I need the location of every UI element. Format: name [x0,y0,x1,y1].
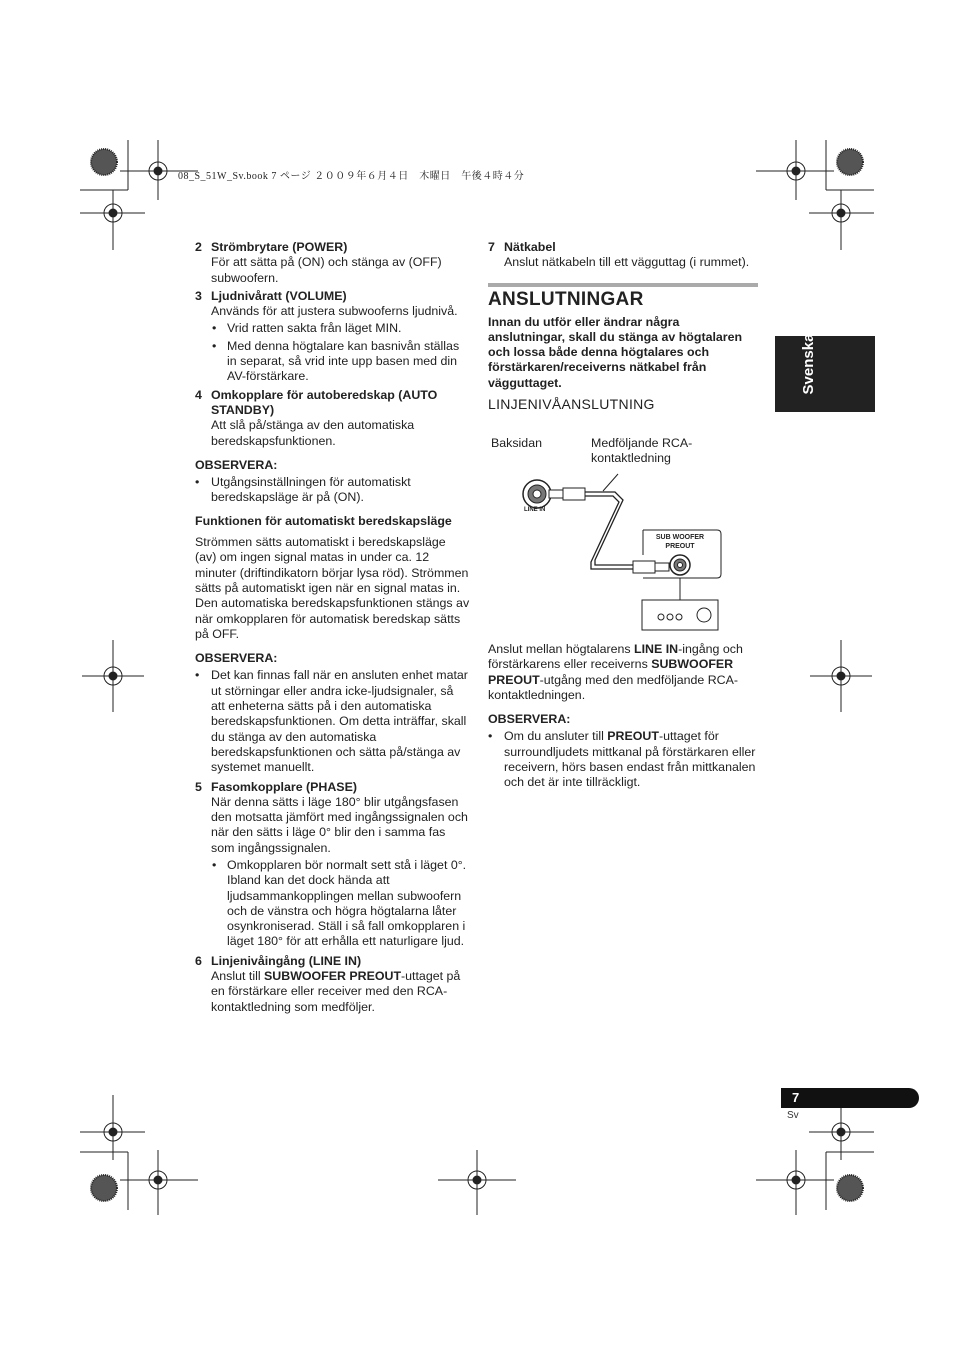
section-divider [488,283,758,287]
jack-label-line: SUB WOOFER [655,534,705,541]
section-title: ANSLUTNINGAR [488,288,644,310]
bullet-item: • Det kan finnas fall när en ansluten enhet matar ut störningar eller andra icke-ljudsignaler, så att enheterna sätts på i den automatiska beredskapsfunktionen. Om detta inträffar, skall du stänga av den automatiska beredskapsfunktionen och sätta på/stänga av systemet manuellt. [195,668,468,775]
connect-paragraph [488,642,758,703]
item-phase [195,780,470,950]
item-body [195,969,470,1015]
note-label: OBSERVERA: [195,457,278,472]
label-cable: Medföljande RCA-kontaktledning [591,436,693,466]
bullet-item: • Med denna högtalare kan basnivån ställas in separat, så vrid inte upp basen med din AV-förstärkare. [212,338,460,384]
item-title: Nätkabel [504,240,556,254]
jack-label-line: PREOUT [665,543,695,550]
bullet-item: • Utgångsinställningen för automatiskt beredskapsläge är på (ON). [195,475,411,505]
text: Anslut mellan högtalarens [488,642,635,656]
subsection-title: LINJENIVÅANSLUTNING [488,396,655,413]
item-title: Omkopplare för autoberedskap (AUTO STANDBY) [211,387,438,417]
item-body: För att sätta på (ON) och stänga av (OFF) subwoofern. [211,255,442,285]
language-tab-label: Svenska [800,333,817,395]
text: Om du ansluter till [504,729,608,744]
bullet-text: Omkopplaren bör normalt sett stå i läget 0°. [227,857,467,872]
note-label: OBSERVERA: [195,651,278,666]
item-title: Strömbrytare (POWER) [211,240,348,254]
subheading: Funktionen för automatiskt beredskapsläge [195,513,452,528]
label-back: Baksidan [491,436,542,450]
language-tab [775,333,875,412]
text: Anslut till [211,969,265,984]
bold-text: PREOUT [607,729,659,744]
bullet-item: • Om du ansluter till PREOUT-uttaget för surroundljudets mittkanal på förstärkaren eller receivern, hörs basen endast från mittkanalen och det är inte tillräckligt. [488,729,756,790]
lead-paragraph: Innan du utför eller ändrar några anslutningar, skall du stänga av högtalaren och lossa både denna högtalares och förstärkaren/receiverns nätkabel från vägguttaget. [488,314,743,390]
item-body: Anslut nätkabeln till ett vägguttag (i rummet). [504,255,750,270]
paragraph: Strömmen sätts automatiskt i beredskapsläge (av) om ingen signal matas in under ca. 12 minuter (driftindikatorn börjar lysa röd). Strömmen sätts på automatiskt igen när en signal matas in. Den automatiska beredskapsfunktionen stängs av när omkopplaren för automatisk beredskap sätts på OFF. [195,535,470,641]
right-lower [488,642,758,791]
bold-text: SUBWOOFER PREOUT [488,657,734,687]
bullet-text: Det kan finnas fall när en ansluten enhet matar ut störningar eller andra icke-ljudsignaler, så att enheterna sätts på i den automatiska beredskapsfunktionen. Om detta inträffar, skall du stänga av den automatiska beredskapsfunktionen och sätta på/stänga av systemet manuellt. [211,668,468,775]
text: -uttaget på en förstärkare eller receiver med den RCA-kontaktledning som medföljer. [211,969,461,1014]
bullet-item: • Omkopplaren bör normalt sett stå i läget 0°. [212,857,467,872]
page-number: 7 [792,1090,800,1105]
text: -utgång med den medföljande RCA-kontaktledningen. [488,672,739,702]
bullet-text: Vrid ratten sakta från läget MIN. [227,321,402,336]
page-language: Sv [787,1110,799,1121]
amplifier-icon [642,600,718,630]
bold-text: LINE IN [634,642,679,656]
item-number: 6 [195,953,202,968]
item-number: 3 [195,288,202,303]
item-power-cord [488,240,758,271]
item-title: Linjenivåingång (LINE IN) [211,953,362,968]
item-body: När denna sätts i läge 180° blir utgångsfasen den motsatta jämfört med ingångssignalen och när den sätts i läge 0° blir den i samma fas som ingångssignalen. [211,794,468,855]
connection-diagram [515,470,730,635]
item-title: Fasomkopplare (PHASE) [211,779,357,794]
page-number-bar [781,1088,919,1108]
bold-text: SUBWOOFER PREOUT [264,969,402,984]
item-number: 4 [195,387,202,402]
jack-label-line-in: LINE IN [524,507,546,513]
item-number: 7 [488,240,495,254]
bullet-text: Med denna högtalare kan basnivån ställas in separat, så vrid inte upp basen med din AV-förstärkare. [227,338,460,384]
bullet-text: Utgångsinställningen för automatiskt beredskapsläge är på (ON). [211,475,411,505]
bullet-text [504,729,755,789]
item-title: Ljudnivåratt (VOLUME) [211,288,347,303]
bullet-item: • Vrid ratten sakta från läget MIN. [212,321,402,336]
item-body: Att slå på/stänga av den automatiska beredskapsfunktionen. [211,418,415,448]
print-header: 08_S_51W_Sv.book 7 ページ ２００９年６月４日 木曜日 午後４時４分 [178,171,525,182]
text: -uttaget för surroundljudets mittkanal på förstärkaren eller receivern, hörs basen endast från mittkanalen och det är inte tillräckligt. [504,729,756,790]
jack-label-preout [645,533,715,551]
text: -ingång och förstärkarens eller receiverns [488,642,743,672]
item-number: 2 [195,240,202,254]
note-label: OBSERVERA: [488,712,571,727]
item-volume [195,289,470,385]
left-column [195,240,470,1018]
item-line-in [195,954,470,1015]
item-power [195,240,470,286]
item-number: 5 [195,779,202,794]
item-body: Används för att justera subwooferns ljudnivå. [211,304,458,319]
item-auto-standby [195,388,470,449]
right-column [488,240,758,413]
bullet-continuation: Ibland kan det dock hända att ljudsammankopplingen mellan subwoofern och de vänstra och högra högtalarna låter osynkroniserad. Ställ i så fall omkopplaren i läget 180° för att erhålla ett naturligare ljud. [227,873,466,949]
